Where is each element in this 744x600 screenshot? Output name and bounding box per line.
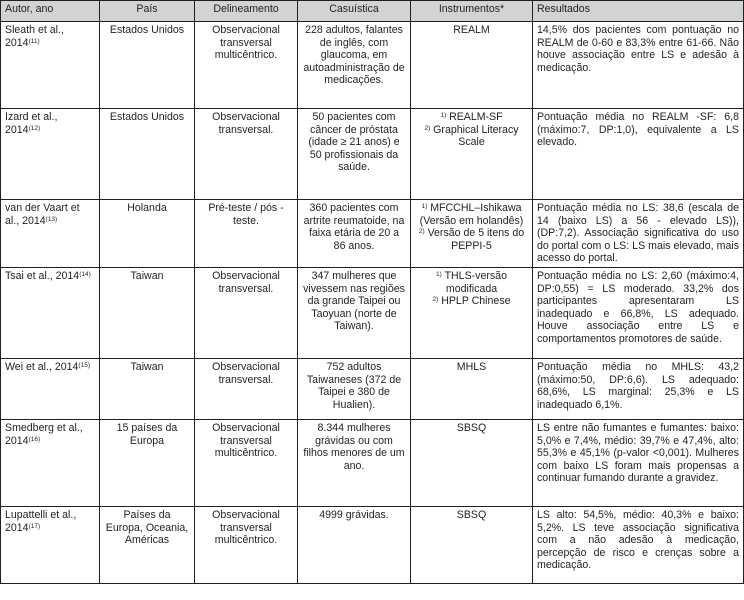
cell-instrumentos: [411, 200, 533, 268]
cell-delineamento: Observacional transversal multicêntrico.: [195, 22, 298, 109]
cell-instrumentos: [411, 22, 533, 109]
instrument-text: HPLP Chinese: [441, 295, 511, 308]
cell-instrumentos: [411, 267, 533, 358]
ref-number: (15): [78, 361, 90, 369]
cell-casuistica: 50 pacientes com câncer de próstata (idade ≥ 21 anos) e 50 profissionais da saúde.: [298, 109, 411, 200]
header-instrumentos: Instrumentos*: [411, 1, 533, 22]
cell-casuistica: 8.344 mulheres grávidas ou com filhos menores de um ano.: [298, 419, 411, 506]
cell-autor: [1, 22, 100, 109]
cell-pais: Holanda: [100, 200, 195, 268]
instrument-item: [415, 509, 528, 522]
ref-number: (12): [28, 124, 41, 132]
instrument-number: 1): [436, 270, 442, 278]
cell-autor: [1, 267, 100, 358]
autor-text: Lupattelli et al., 2014: [5, 508, 77, 534]
cell-delineamento: Observacional transversal.: [195, 358, 298, 419]
header-casuistica: Casuística: [298, 1, 411, 22]
instrument-text: SBSQ: [456, 421, 487, 434]
instrument-text: SBSQ: [456, 508, 487, 521]
cell-pais: Estados Unidos: [100, 109, 195, 200]
ref-number: (16): [28, 435, 41, 443]
ref-number: (13): [45, 215, 58, 223]
cell-autor: [1, 200, 100, 268]
instrument-item: [415, 227, 528, 252]
table-row: [1, 419, 744, 506]
instrument-number: 1): [440, 112, 447, 119]
cell-instrumentos: [411, 358, 533, 419]
cell-delineamento: Observacional transversal multicêntrico.: [195, 506, 298, 583]
header-autor: Autor, ano: [1, 1, 100, 22]
instrument-text: Versão de 5 itens do PEPPI-5: [427, 227, 525, 252]
cell-delineamento: Observacional transversal multicêntrico.: [195, 419, 298, 506]
instrument-item: [415, 270, 528, 295]
instrument-item: [415, 124, 528, 149]
instrument-number: 2): [432, 296, 439, 304]
cell-delineamento: Pré-teste / pós -teste.: [195, 200, 298, 268]
instrument-number: 1): [421, 203, 428, 210]
cell-delineamento: Observacional transversal.: [195, 109, 298, 200]
autor-text: van der Vaart et al., 2014: [5, 202, 80, 227]
cell-resultados: Pontuação média no LS: 38,6 (escala de 14 (baixo LS) a 56 - elevado LS)), (DP:7,2). Associação significativa do uso do portal com o LS: LS mais elevado, mais acesso do portal.: [533, 200, 744, 268]
table-row: [1, 22, 744, 109]
header-pais: País: [100, 1, 195, 22]
instrument-text: MHLS: [456, 360, 487, 373]
cell-pais: Taiwan: [100, 267, 195, 358]
cell-casuistica: 347 mulheres que vivessem nas regiões da grande Taipei ou Taoyuan (norte de Taiwan).: [298, 267, 411, 358]
table-row: [1, 267, 744, 358]
cell-autor: [1, 358, 100, 419]
cell-autor: [1, 109, 100, 200]
table-row: [1, 109, 744, 200]
instrument-item: [415, 422, 528, 435]
instrument-text: REALM: [453, 24, 490, 36]
cell-casuistica: 228 adultos, falantes de inglês, com glaucoma, em autoadministração de medicações.: [298, 22, 411, 109]
instrument-text: Graphical Literacy Scale: [433, 123, 519, 149]
cell-delineamento: Observacional transversal.: [195, 267, 298, 358]
instrument-item: [415, 295, 528, 308]
cell-autor: [1, 506, 100, 583]
header-resultados: Resultados: [533, 1, 744, 22]
autor-text: Wei et al., 2014: [5, 360, 79, 373]
table-row: [1, 358, 744, 419]
table-row: [1, 506, 744, 583]
cell-instrumentos: [411, 109, 533, 200]
autor-text: Tsai et al., 2014: [5, 269, 80, 282]
cell-casuistica: 752 adultos Taiwaneses (372 de Taipei e 380 de Hualien).: [298, 358, 411, 419]
cell-pais: 15 países da Europa: [100, 419, 195, 506]
header-delineamento: Delineamento: [195, 1, 298, 22]
cell-autor: [1, 419, 100, 506]
cell-casuistica: 4999 grávidas.: [298, 506, 411, 583]
ref-number: (17): [28, 522, 41, 530]
cell-resultados: Pontuação média no LS: 2,60 (máximo:4, DP:0,55) = LS moderado. 33,2% dos participantes apresentaram LS inadequado e 66,8%, LS adequado. Houve associação entre LS e comportamentos promotores de saúde.: [533, 267, 744, 358]
instrument-text: THLS-versão modificada: [444, 269, 507, 295]
ref-number: (14): [79, 270, 91, 278]
cell-instrumentos: [411, 419, 533, 506]
cell-pais: Estados Unidos: [100, 22, 195, 109]
cell-resultados: 14,5% dos pacientes com pontuação no REALM de 0-60 e 83,3% entre 61-66. Não houve associação entre LS e adesão à medicação.: [533, 22, 744, 109]
instrument-item: [415, 202, 528, 227]
cell-resultados: LS entre não fumantes e fumantes: baixo: 5,0% e 7,4%, médio: 39,7% e 47,4%, alto: 55,3% e 45,1% (p-valor <0,001). Mulheres com baixo LS foram mais propensas a continuar fumando durante a gravidez.: [533, 419, 744, 506]
cell-resultados: Pontuação média no REALM -SF: 6,8 (máximo:7, DP:1,0), equivalente a LS elevado.: [533, 109, 744, 200]
instrument-text: REALM-SF: [449, 111, 503, 123]
table-row: [1, 200, 744, 268]
ref-number: (11): [28, 37, 40, 45]
instrument-text: MFCCHL–Ishikawa (Versão em holandês): [419, 202, 524, 227]
header-row: [1, 1, 744, 22]
instrument-number: 2): [424, 124, 431, 132]
cell-resultados: Pontuação média no MHLS: 43,2 (máximo:50, DP:6,6). LS adequado: 68,6%, LS marginal: 25,3% e LS inadequado 6,1%.: [533, 358, 744, 419]
autor-text: Sleath et al., 2014: [5, 24, 64, 49]
cell-instrumentos: [411, 506, 533, 583]
instrument-number: 2): [418, 228, 425, 236]
cell-resultados: LS alto: 54,5%, médio: 40,3% e baixo: 5,2%. LS teve associação significativa com a não adesão à medicação, percepção de risco e crenças sobre a medicação.: [533, 506, 744, 583]
autor-text: Smedberg et al., 2014: [5, 421, 83, 447]
cell-casuistica: 360 pacientes com artrite reumatoide, na faixa etária de 20 a 86 anos.: [298, 200, 411, 268]
autor-text: Izard et al., 2014: [5, 111, 58, 136]
instrument-item: [415, 111, 528, 124]
cell-pais: Países da Europa, Oceania, Américas: [100, 506, 195, 583]
instrument-item: [415, 361, 528, 374]
cell-pais: Taiwan: [100, 358, 195, 419]
instrument-item: [415, 24, 528, 37]
